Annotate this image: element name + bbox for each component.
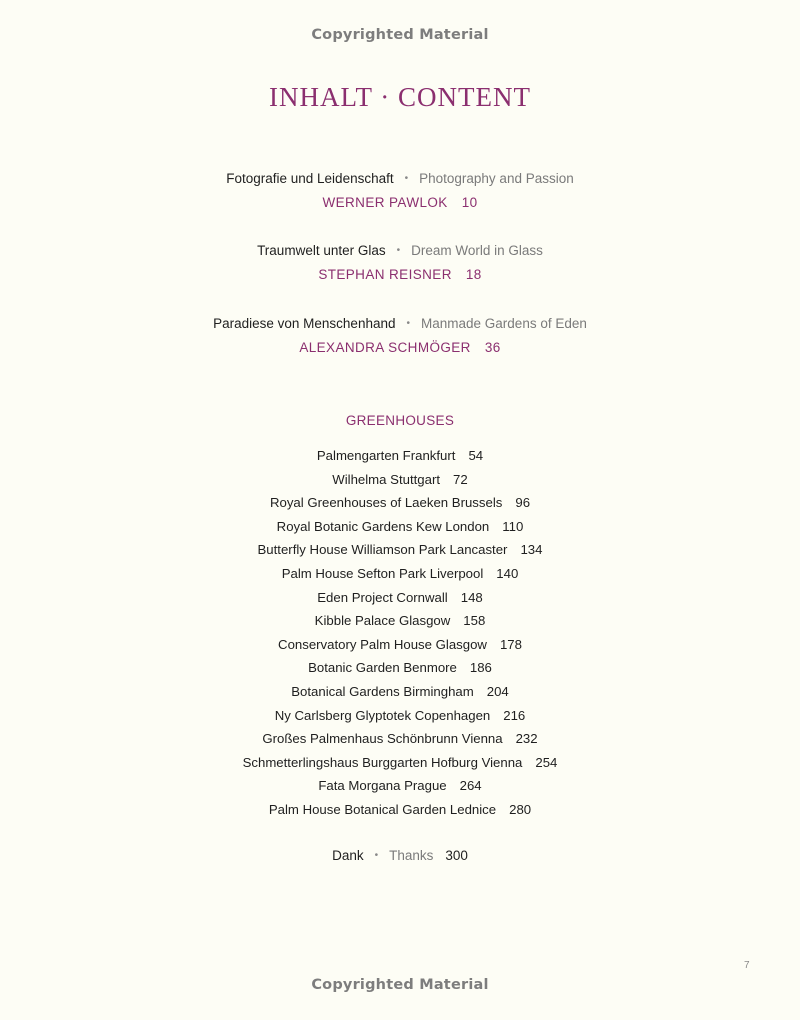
entry-page-number: 204 — [486, 683, 509, 699]
entry-title: Eden Project Cornwall — [317, 589, 448, 605]
toc-entry[interactable] — [0, 517, 800, 541]
entry-title: Wilhelma Stuttgart — [332, 471, 441, 487]
toc-entry[interactable] — [0, 588, 800, 612]
essay-entry[interactable] — [0, 241, 800, 285]
entry-page-number: 158 — [463, 613, 486, 629]
page-title: INHALT · CONTENT — [269, 82, 531, 112]
bullet-separator: • — [374, 850, 379, 861]
entry-title: Fata Morgana Prague — [318, 778, 447, 794]
entry-title: Schmetterlingshaus Burggarten Hofburg Vienna — [242, 754, 523, 770]
entry-page-number: 186 — [469, 660, 492, 676]
essay-page-number: 36 — [484, 340, 501, 355]
entry-page-number: 280 — [509, 801, 532, 817]
toc-entry[interactable] — [0, 446, 800, 470]
entry-page-number: 96 — [515, 495, 531, 511]
toc-entry[interactable] — [0, 635, 800, 659]
toc-entry[interactable] — [0, 540, 800, 564]
entry-title: Ny Carlsberg Glyptotek Copenhagen — [274, 707, 491, 723]
greenhouses-list — [0, 446, 800, 824]
entry-page-number: 54 — [468, 448, 484, 463]
toc-entry[interactable] — [0, 493, 800, 517]
essay-title-en: Manmade Gardens of Eden — [421, 316, 587, 331]
toc-entry[interactable] — [0, 753, 800, 777]
essay-title-en: Photography and Passion — [419, 171, 574, 186]
essay-author: STEPHAN REISNER — [318, 267, 452, 282]
essay-title-en: Dream World in Glass — [411, 243, 543, 258]
thanks-page-number: 300 — [445, 848, 468, 863]
greenhouses-heading: GREENHOUSES — [345, 413, 455, 428]
essay-author: ALEXANDRA SCHMÖGER — [299, 340, 471, 355]
toc-entry[interactable] — [0, 776, 800, 800]
watermark-bottom: Copyrighted Material — [311, 977, 489, 993]
essay-page-number: 10 — [461, 195, 478, 210]
essay-title-de: Traumwelt unter Glas — [257, 243, 386, 258]
thanks-entry[interactable] — [0, 848, 800, 863]
toc-entry[interactable] — [0, 706, 800, 730]
thanks-title-de: Dank — [332, 848, 364, 863]
toc-entry[interactable] — [0, 800, 800, 824]
essay-title-de: Fotografie und Leidenschaft — [226, 171, 394, 186]
essay-entry[interactable] — [0, 169, 800, 213]
page-folio: 7 — [744, 960, 750, 971]
bullet-separator: • — [406, 318, 411, 329]
entry-page-number: 110 — [502, 518, 524, 534]
toc-entry[interactable] — [0, 470, 800, 494]
entry-page-number: 178 — [499, 636, 522, 652]
entry-page-number: 148 — [460, 589, 483, 605]
entry-page-number: 140 — [496, 565, 519, 581]
essay-author: WERNER PAWLOK — [322, 195, 448, 210]
entry-title: Royal Greenhouses of Laeken Brussels — [269, 495, 503, 511]
essay-entry[interactable] — [0, 314, 800, 358]
toc-entry[interactable] — [0, 729, 800, 753]
entry-title: Botanical Gardens Birmingham — [291, 683, 474, 699]
entry-title: Palmengarten Frankfurt — [316, 448, 456, 463]
entry-page-number: 254 — [535, 754, 558, 770]
entry-page-number: 232 — [515, 731, 538, 747]
entry-page-number: 216 — [503, 707, 526, 723]
entry-title: Palm House Botanical Garden Lednice — [268, 801, 497, 817]
entry-title: Palm House Sefton Park Liverpool — [281, 565, 484, 581]
bullet-separator: • — [396, 245, 401, 256]
essay-title-de: Paradiese von Menschenhand — [213, 316, 396, 331]
entry-title: Botanic Garden Benmore — [308, 660, 457, 676]
watermark-top: Copyrighted Material — [311, 27, 489, 43]
toc-entry[interactable] — [0, 658, 800, 682]
thanks-title-en: Thanks — [389, 848, 434, 863]
entry-page-number: 264 — [459, 778, 482, 794]
toc-entry[interactable] — [0, 611, 800, 635]
entry-title: Butterfly House Williamson Park Lancaster — [257, 542, 508, 558]
entry-page-number: 72 — [453, 471, 468, 487]
bullet-separator: • — [404, 173, 409, 184]
toc-entry[interactable] — [0, 682, 800, 706]
entry-title: Royal Botanic Gardens Kew London — [276, 518, 490, 534]
entry-title: Conservatory Palm House Glasgow — [278, 636, 487, 652]
essay-page-number: 18 — [465, 267, 482, 282]
entry-page-number: 134 — [520, 542, 543, 558]
entry-title: Kibble Palace Glasgow — [314, 613, 451, 629]
entry-title: Großes Palmenhaus Schönbrunn Vienna — [262, 731, 503, 747]
toc-entry[interactable] — [0, 564, 800, 588]
